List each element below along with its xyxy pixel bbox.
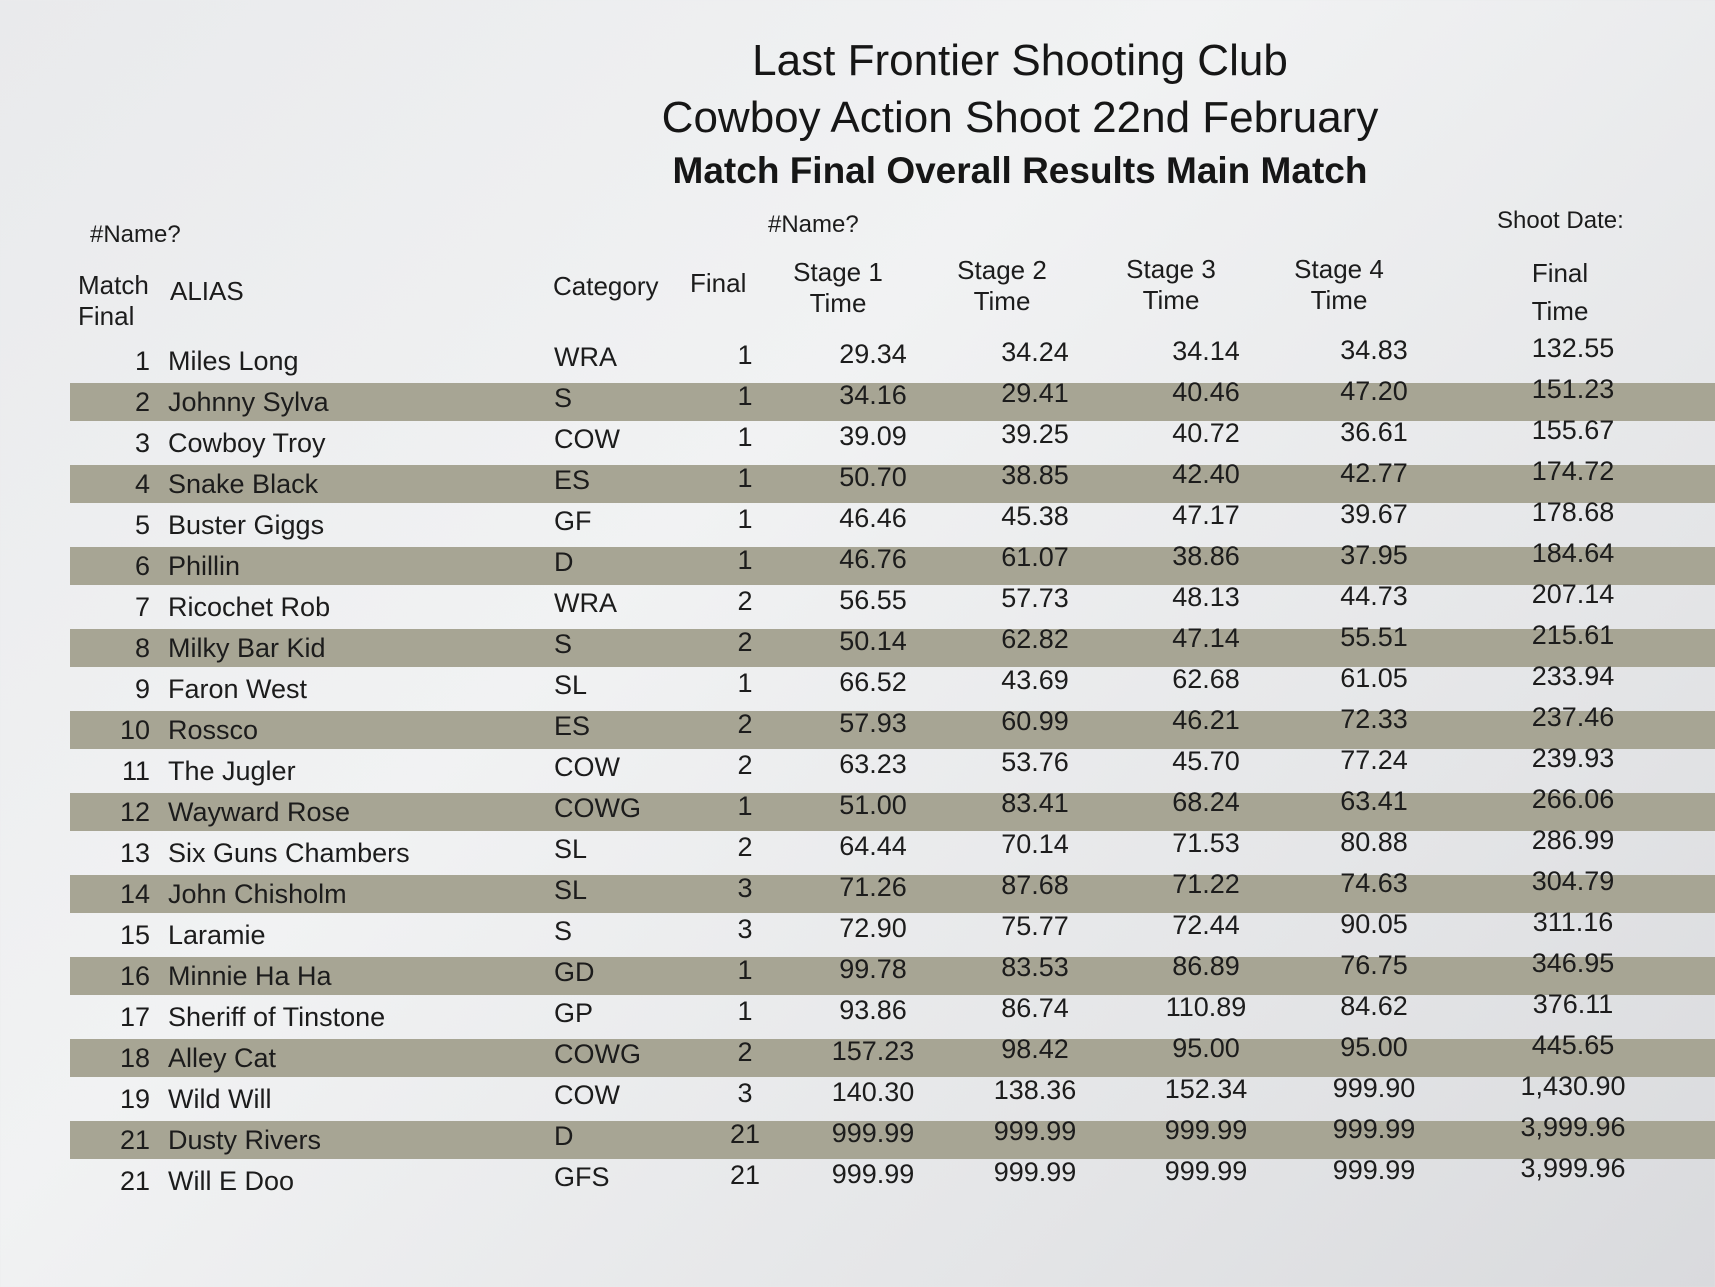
row-position: 7: [134, 592, 150, 622]
row-stage3: 999.99: [1164, 1115, 1248, 1145]
col-stage3: [1086, 254, 1256, 316]
row-stage1: 140.30: [831, 1077, 915, 1107]
row-position: 9: [134, 674, 150, 704]
row-final-time: 207.14: [1531, 579, 1615, 609]
row-stage3: 34.14: [1172, 336, 1240, 366]
row-stage1: 99.78: [839, 954, 907, 984]
row-stage1: 29.34: [839, 339, 907, 369]
shoot-date-label: Shoot Date:: [1497, 207, 1624, 234]
row-stage4: 999.90: [1332, 1073, 1416, 1103]
row-category: COW: [554, 1080, 620, 1110]
row-stage3: 47.14: [1172, 623, 1240, 653]
col-stage1: [753, 257, 923, 319]
row-final: 21: [729, 1119, 761, 1149]
row-stage2: 138.36: [993, 1075, 1077, 1105]
row-final-time: 286.99: [1531, 825, 1615, 855]
row-position: 21: [119, 1166, 150, 1196]
row-alias: Phillin: [168, 551, 241, 581]
row-stage2: 60.99: [1001, 706, 1069, 736]
row-stage2: 38.85: [1001, 460, 1069, 490]
col-final-label: Final: [78, 301, 135, 331]
row-final: 2: [737, 586, 753, 616]
row-position: 10: [119, 715, 150, 745]
row-alias: Snake Black: [168, 469, 319, 499]
row-stage1: 71.26: [839, 872, 907, 902]
row-alias: Wayward Rose: [168, 797, 351, 827]
row-stage3: 42.40: [1172, 459, 1240, 489]
row-position: 2: [134, 387, 150, 417]
row-category: S: [554, 383, 573, 413]
row-position: 4: [134, 469, 150, 499]
col-stage4-label: Stage 4: [1294, 254, 1384, 284]
row-stage2: 83.53: [1001, 952, 1069, 982]
row-position: 19: [119, 1084, 150, 1114]
col-final: Final: [690, 268, 747, 298]
row-final: 1: [737, 463, 753, 493]
row-category: GP: [554, 998, 594, 1028]
row-category: WRA: [554, 588, 617, 618]
row-stage3: 72.44: [1172, 910, 1240, 940]
row-final: 2: [737, 1037, 753, 1067]
col-final-time: [1475, 254, 1645, 330]
row-position: 6: [134, 551, 150, 581]
row-position: 3: [134, 428, 150, 458]
row-final-time: 346.95: [1531, 948, 1615, 978]
row-alias: Milky Bar Kid: [168, 633, 326, 663]
row-stage4: 77.24: [1340, 745, 1408, 775]
row-final: 1: [737, 504, 753, 534]
row-stage4: 95.00: [1340, 1032, 1408, 1062]
row-stage3: 48.13: [1172, 582, 1240, 612]
row-stage4: 55.51: [1340, 622, 1408, 652]
row-alias: Wild Will: [168, 1084, 272, 1114]
row-category: D: [554, 547, 574, 577]
row-stage4: 999.99: [1332, 1114, 1416, 1144]
row-stage4: 61.05: [1340, 663, 1408, 693]
row-stage3: 999.99: [1164, 1156, 1248, 1186]
row-stage1: 63.23: [839, 749, 907, 779]
col-alias: ALIAS: [170, 276, 244, 306]
row-stage4: 36.61: [1340, 417, 1408, 447]
row-category: SL: [554, 875, 588, 905]
row-stage1: 34.16: [839, 380, 907, 410]
row-stage2: 999.99: [993, 1157, 1077, 1187]
row-final-time: 174.72: [1531, 456, 1615, 486]
row-category: COWG: [554, 1039, 641, 1069]
row-final-time: 184.64: [1531, 538, 1615, 568]
row-final-time: 239.93: [1531, 743, 1615, 773]
name-left: #Name?: [90, 221, 181, 248]
row-stage4: 42.77: [1340, 458, 1408, 488]
row-category: COW: [554, 424, 620, 454]
row-final: 1: [737, 422, 753, 452]
row-alias: The Jugler: [168, 756, 296, 786]
row-stage2: 45.38: [1001, 501, 1069, 531]
row-category: SL: [554, 834, 588, 864]
row-category: COW: [554, 752, 620, 782]
row-stage4: 90.05: [1340, 909, 1408, 939]
row-final-time: 304.79: [1531, 866, 1615, 896]
col-stage1-label: Stage 1: [793, 257, 883, 287]
row-stage3: 46.21: [1172, 705, 1240, 735]
row-category: GFS: [554, 1162, 610, 1192]
row-stage1: 72.90: [839, 913, 907, 943]
row-stage2: 61.07: [1001, 542, 1069, 572]
row-position: 21: [119, 1125, 150, 1155]
row-final-time: 3,999.96: [1520, 1112, 1626, 1142]
row-stage2: 75.77: [1001, 911, 1069, 941]
col-stage3-time: Time: [1142, 285, 1200, 315]
row-alias: Buster Giggs: [168, 510, 325, 540]
row-stage1: 46.46: [839, 503, 907, 533]
results-subtitle: Match Final Overall Results Main Match: [672, 150, 1368, 191]
row-stage3: 110.89: [1165, 992, 1247, 1022]
row-position: 5: [134, 510, 150, 540]
row-stage3: 95.00: [1172, 1033, 1240, 1063]
row-final-time: 266.06: [1531, 784, 1615, 814]
row-final: 1: [737, 340, 753, 370]
row-final-time: 311.16: [1532, 907, 1614, 937]
row-stage2: 53.76: [1001, 747, 1069, 777]
row-stage1: 51.00: [839, 790, 907, 820]
row-stage3: 71.53: [1172, 828, 1240, 858]
row-final: 1: [737, 955, 753, 985]
row-alias: Laramie: [168, 920, 266, 950]
row-stage3: 40.46: [1172, 377, 1240, 407]
row-stage4: 39.67: [1340, 499, 1408, 529]
row-final: 2: [737, 832, 753, 862]
row-final-time: 3,999.96: [1520, 1153, 1626, 1183]
col-stage2: [917, 255, 1087, 317]
row-stage2: 43.69: [1001, 665, 1069, 695]
row-stage4: 72.33: [1340, 704, 1408, 734]
col-stage2-time: Time: [973, 286, 1031, 316]
row-position: 13: [119, 838, 150, 868]
col-stage1-time: Time: [809, 288, 867, 318]
row-final-time: 155.67: [1531, 415, 1615, 445]
row-stage4: 76.75: [1340, 950, 1408, 980]
row-stage4: 84.62: [1340, 991, 1408, 1021]
col-category: Category: [553, 271, 659, 301]
row-stage2: 70.14: [1001, 829, 1069, 859]
row-stage4: 74.63: [1340, 868, 1408, 898]
row-alias: Johnny Sylva: [168, 387, 329, 417]
row-final-time: 132.55: [1531, 333, 1615, 363]
row-stage4: 80.88: [1340, 827, 1408, 857]
row-final: 3: [737, 1078, 753, 1108]
row-stage4: 37.95: [1340, 540, 1408, 570]
row-final: 2: [737, 709, 753, 739]
row-position: 17: [119, 1002, 150, 1032]
row-stage2: 83.41: [1001, 788, 1069, 818]
row-final: 1: [737, 545, 753, 575]
row-stage1: 999.99: [831, 1159, 915, 1189]
row-category: GF: [554, 506, 592, 536]
row-position: 8: [134, 633, 150, 663]
row-final-time: 151.23: [1531, 374, 1615, 404]
row-final: 21: [729, 1160, 761, 1190]
row-stage1: 56.55: [839, 585, 907, 615]
row-stage3: 47.17: [1172, 500, 1240, 530]
col-match-label: Match: [78, 270, 149, 300]
row-final: 2: [737, 627, 753, 657]
row-stage2: 98.42: [1001, 1034, 1069, 1064]
row-stage3: 45.70: [1172, 746, 1240, 776]
row-stage2: 29.41: [1001, 378, 1069, 408]
col-final-time-time: Time: [1531, 296, 1589, 326]
row-position: 18: [119, 1043, 150, 1073]
row-category: ES: [554, 711, 591, 741]
row-stage1: 999.99: [831, 1118, 915, 1148]
row-stage2: 62.82: [1001, 624, 1069, 654]
row-stage1: 66.52: [839, 667, 907, 697]
row-stage2: 57.73: [1001, 583, 1069, 613]
row-stage4: 63.41: [1340, 786, 1408, 816]
row-stage3: 38.86: [1172, 541, 1240, 571]
row-stage2: 34.24: [1001, 337, 1069, 367]
row-stage2: 39.25: [1001, 419, 1069, 449]
col-stage2-label: Stage 2: [957, 255, 1047, 285]
row-stage3: 152.34: [1164, 1074, 1248, 1104]
col-stage4: [1254, 254, 1424, 316]
row-alias: John Chisholm: [168, 879, 347, 909]
row-alias: Rossco: [168, 715, 259, 745]
row-category: WRA: [554, 342, 617, 372]
row-stage3: 68.24: [1172, 787, 1240, 817]
row-final-time: 233.94: [1531, 661, 1615, 691]
row-final-time: 1,430.90: [1520, 1071, 1626, 1101]
row-final: 1: [737, 996, 753, 1026]
row-stage1: 50.14: [839, 626, 907, 656]
row-stage2: 999.99: [993, 1116, 1077, 1146]
row-alias: Ricochet Rob: [168, 592, 331, 622]
event-title: Cowboy Action Shoot 22nd February: [661, 93, 1379, 142]
row-alias: Sheriff of Tinstone: [168, 1002, 386, 1032]
row-category: S: [554, 629, 573, 659]
row-stage3: 86.89: [1172, 951, 1240, 981]
row-final: 3: [737, 914, 753, 944]
row-final-time: 215.61: [1531, 620, 1615, 650]
row-stage1: 64.44: [839, 831, 907, 861]
row-category: S: [554, 916, 573, 946]
row-alias: Dusty Rivers: [168, 1125, 322, 1155]
row-final: 1: [737, 381, 753, 411]
row-stage3: 62.68: [1172, 664, 1240, 694]
row-final-time: 376.11: [1532, 989, 1614, 1019]
row-stage2: 86.74: [1001, 993, 1069, 1023]
row-stage3: 71.22: [1172, 869, 1240, 899]
row-position: 11: [121, 756, 150, 786]
name-mid: #Name?: [768, 211, 859, 238]
row-position: 16: [119, 961, 150, 991]
row-position: 15: [119, 920, 150, 950]
row-position: 14: [119, 879, 150, 909]
row-stage4: 999.99: [1332, 1155, 1416, 1185]
row-stage1: 93.86: [839, 995, 907, 1025]
row-final: 2: [737, 750, 753, 780]
row-final: 3: [737, 873, 753, 903]
row-alias: Minnie Ha Ha: [168, 961, 332, 991]
row-final-time: 237.46: [1531, 702, 1615, 732]
row-alias: Faron West: [168, 674, 308, 704]
club-title: Last Frontier Shooting Club: [752, 36, 1288, 85]
row-stage1: 57.93: [839, 708, 907, 738]
row-alias: Alley Cat: [168, 1043, 277, 1073]
row-final-time: 178.68: [1531, 497, 1615, 527]
row-category: COWG: [554, 793, 641, 823]
col-final-time-label: Final: [1531, 258, 1589, 288]
row-stage3: 40.72: [1172, 418, 1240, 448]
row-final-time: 445.65: [1531, 1030, 1615, 1060]
row-position: 1: [134, 346, 150, 376]
row-final: 1: [737, 668, 753, 698]
row-alias: Will E Doo: [168, 1166, 295, 1196]
row-stage4: 47.20: [1340, 376, 1408, 406]
col-stage3-label: Stage 3: [1126, 254, 1216, 284]
row-category: ES: [554, 465, 591, 495]
row-stage1: 46.76: [839, 544, 907, 574]
row-alias: Cowboy Troy: [168, 428, 326, 458]
row-stage1: 50.70: [839, 462, 907, 492]
row-category: D: [554, 1121, 574, 1151]
row-stage1: 157.23: [831, 1036, 915, 1066]
row-alias: Miles Long: [168, 346, 299, 376]
col-match-final: [78, 270, 149, 332]
row-category: SL: [554, 670, 588, 700]
row-stage1: 39.09: [839, 421, 907, 451]
row-final: 1: [737, 791, 753, 821]
row-stage4: 44.73: [1340, 581, 1408, 611]
row-alias: Six Guns Chambers: [168, 838, 410, 868]
row-position: 12: [119, 797, 150, 827]
row-category: GD: [554, 957, 595, 987]
col-stage4-time: Time: [1310, 285, 1368, 315]
row-stage4: 34.83: [1340, 335, 1408, 365]
row-stage2: 87.68: [1001, 870, 1069, 900]
